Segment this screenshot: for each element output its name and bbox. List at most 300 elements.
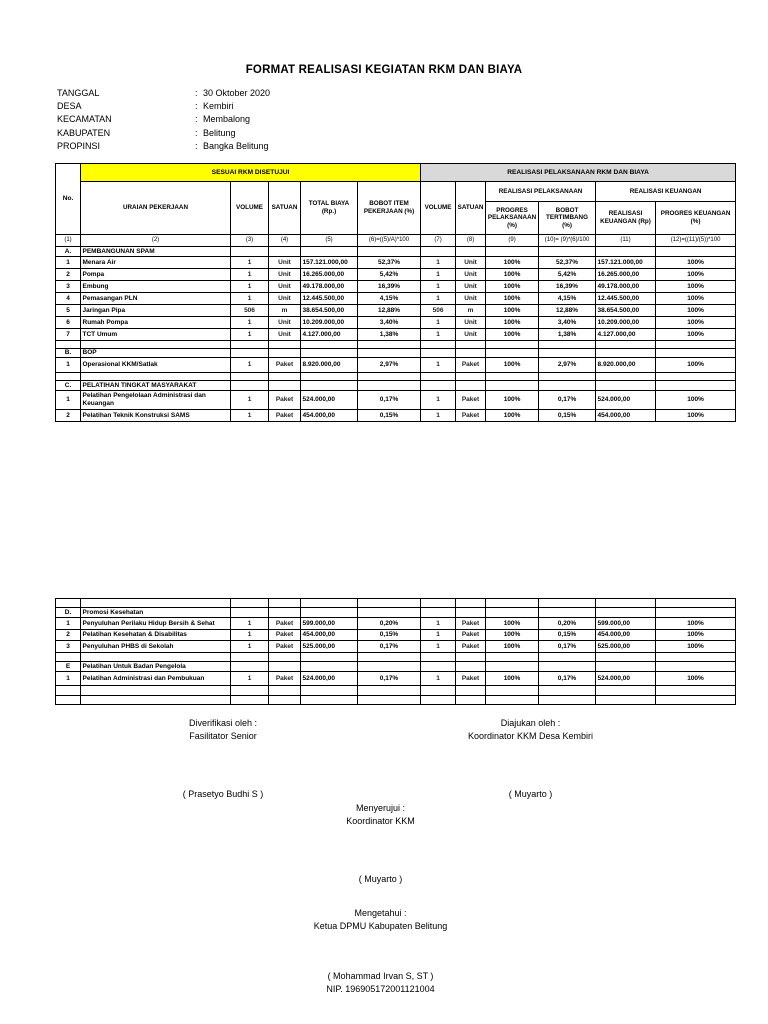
- table-cell: 100%: [656, 293, 736, 305]
- col-number: (7): [421, 235, 456, 247]
- table-section-row: [56, 349, 736, 358]
- table-cell: [231, 247, 269, 257]
- meta-value: 30 Oktober 2020: [203, 88, 271, 98]
- table-cell: [301, 341, 358, 349]
- table-cell: [486, 653, 539, 662]
- table-cell: [231, 653, 269, 662]
- col-number: (4): [269, 235, 301, 247]
- table-cell: 49.178.000,00: [301, 281, 358, 293]
- table-cell: 10.209.000,00: [301, 317, 358, 329]
- table-cell: [56, 341, 81, 349]
- table-cell: [486, 662, 539, 672]
- table-row: [56, 410, 736, 422]
- table-cell: Promosi Kesehatan: [81, 608, 231, 618]
- table-cell: TCT Umum: [81, 329, 231, 341]
- table-cell: Paket: [269, 410, 301, 422]
- table-cell: [269, 373, 301, 381]
- table-cell: 100%: [486, 317, 539, 329]
- table-cell: 100%: [486, 293, 539, 305]
- table-cell: [596, 662, 656, 672]
- table-cell: 100%: [486, 257, 539, 269]
- table-cell: [269, 247, 301, 257]
- table-cell: [56, 599, 81, 608]
- table-cell: [596, 373, 656, 381]
- table-cell: [269, 349, 301, 358]
- table-cell: 1: [421, 329, 456, 341]
- table-cell: [269, 381, 301, 391]
- table-cell: 1: [421, 269, 456, 281]
- table-cell: Unit: [269, 257, 301, 269]
- table-cell: [539, 653, 596, 662]
- table-cell: [486, 696, 539, 705]
- signature-role-line: Menyerujui :: [355, 803, 406, 813]
- header-satuan-realisasi: SATUAN: [456, 182, 486, 235]
- col-number: (8): [456, 235, 486, 247]
- table-cell: [56, 686, 81, 696]
- table-cell: [486, 381, 539, 391]
- table-cell: 100%: [656, 281, 736, 293]
- table-cell: Pelatihan Kesehatan & Disabilitas: [81, 630, 231, 641]
- table-cell: [596, 349, 656, 358]
- table-row: [56, 672, 736, 686]
- table-cell: 100%: [486, 641, 539, 653]
- table-cell: 1: [56, 672, 81, 686]
- table-cell: [231, 341, 269, 349]
- table-cell: 1: [421, 257, 456, 269]
- table-cell: [421, 653, 456, 662]
- table-cell: [301, 373, 358, 381]
- table-cell: [421, 349, 456, 358]
- col-number: (3): [231, 235, 269, 247]
- meta-separator: :: [195, 114, 198, 125]
- table-empty-row: [56, 341, 736, 349]
- realization-table-continued: [55, 598, 736, 705]
- header-uraian-pekerjaan: URAIAN PEKERJAAN: [81, 182, 231, 235]
- meta-row-kabupaten: [57, 127, 270, 140]
- table-cell: Penyuluhan PHBS di Sekolah: [81, 641, 231, 653]
- table-cell: [301, 696, 358, 705]
- table-cell: 524.000,00: [301, 672, 358, 686]
- table-cell: [656, 373, 736, 381]
- table-cell: 1: [231, 618, 269, 630]
- table-cell: 1: [421, 641, 456, 653]
- table-cell: Penyuluhan Perilaku Hidup Bersih & Sehat: [81, 618, 231, 630]
- table-cell: [358, 599, 421, 608]
- table-cell: [421, 373, 456, 381]
- table-cell: [656, 608, 736, 618]
- table-cell: 1: [56, 618, 81, 630]
- table-cell: Unit: [269, 293, 301, 305]
- table-cell: [358, 247, 421, 257]
- signature-role-line: Koordinator KKM: [346, 815, 415, 826]
- table-cell: 5,42%: [539, 269, 596, 281]
- table-cell: [486, 373, 539, 381]
- table-cell: [81, 373, 231, 381]
- header-group-row: [56, 164, 736, 182]
- table-cell: [656, 662, 736, 672]
- table-cell: [358, 608, 421, 618]
- table-cell: [301, 686, 358, 696]
- table-cell: Menara Air: [81, 257, 231, 269]
- table-cell: PEMBANGUNAN SPAM: [81, 247, 231, 257]
- table-cell: 16,39%: [539, 281, 596, 293]
- table-cell: Operasional KKM/Satlak: [81, 358, 231, 373]
- header-satuan: SATUAN: [269, 182, 301, 235]
- header-bobot-item: BOBOT ITEM PEKERJAAN (%): [358, 182, 421, 235]
- table-cell: 1: [421, 630, 456, 641]
- table-cell: [421, 341, 456, 349]
- meta-value: Kembiri: [203, 101, 234, 112]
- table-cell: [656, 696, 736, 705]
- table-cell: 100%: [486, 305, 539, 317]
- table-cell: [456, 247, 486, 257]
- table-cell: 100%: [486, 329, 539, 341]
- table-cell: [596, 599, 656, 608]
- table-section-row: [56, 662, 736, 672]
- table-cell: 12,88%: [539, 305, 596, 317]
- table-cell: [656, 349, 736, 358]
- table-cell: 5,42%: [358, 269, 421, 281]
- table-cell: 0,17%: [358, 672, 421, 686]
- signature-role-line: Mengetahui :: [354, 908, 407, 918]
- table-cell: 454.000,00: [301, 410, 358, 422]
- table-header: [56, 164, 736, 247]
- table-cell: 100%: [486, 358, 539, 373]
- table-cell: 4: [56, 293, 81, 305]
- table-cell: 1: [56, 257, 81, 269]
- table-cell: Paket: [456, 672, 486, 686]
- table-cell: [539, 341, 596, 349]
- signature-acknowledged-name: [278, 970, 483, 995]
- table-cell: 100%: [656, 329, 736, 341]
- table-cell: [486, 686, 539, 696]
- table-cell: 3,40%: [358, 317, 421, 329]
- table-cell: [539, 381, 596, 391]
- table-cell: [358, 696, 421, 705]
- table-cell: [81, 686, 231, 696]
- header-no: No.: [56, 164, 81, 235]
- table-cell: [656, 341, 736, 349]
- meta-label: KECAMATAN: [57, 114, 112, 125]
- header-total-biaya: TOTAL BIAYA (Rp.): [301, 182, 358, 235]
- table-cell: [269, 653, 301, 662]
- table-cell: 100%: [656, 618, 736, 630]
- table-section-row: [56, 608, 736, 618]
- table-cell: [539, 349, 596, 358]
- table-cell: [596, 247, 656, 257]
- table-cell: 0,15%: [539, 410, 596, 422]
- table-cell: 16.265.000,00: [596, 269, 656, 281]
- table-cell: [539, 373, 596, 381]
- table-cell: Pelatihan Teknik Konstruksi SAMS: [81, 410, 231, 422]
- table-cell: [301, 662, 358, 672]
- table-cell: [656, 599, 736, 608]
- table-cell: [456, 381, 486, 391]
- signature-approved-by: [278, 802, 483, 827]
- table-cell: 0,17%: [358, 391, 421, 410]
- table-cell: 1: [231, 293, 269, 305]
- col-number: (9): [486, 235, 539, 247]
- signature-verified-name: ( Prasetyo Budhi S ): [182, 789, 264, 799]
- table-cell: [358, 686, 421, 696]
- table-cell: [421, 608, 456, 618]
- table-cell: Unit: [269, 317, 301, 329]
- table-cell: [539, 247, 596, 257]
- table-cell: [358, 662, 421, 672]
- table-cell: Unit: [456, 257, 486, 269]
- table-cell: [486, 608, 539, 618]
- table-cell: [81, 341, 231, 349]
- table-cell: Paket: [269, 630, 301, 641]
- table-cell: Unit: [456, 329, 486, 341]
- table-cell: 12.445.500,00: [301, 293, 358, 305]
- table-cell: PELATIHAN TINGKAT MASYARAKAT: [81, 381, 231, 391]
- table-cell: 100%: [486, 269, 539, 281]
- col-number-formula: (12)=((11)/(5))*100: [656, 235, 736, 247]
- table-empty-row: [56, 686, 736, 696]
- table-cell: 454.000,00: [596, 410, 656, 422]
- table-cell: 1: [421, 410, 456, 422]
- table-cell: [456, 599, 486, 608]
- table-cell: [421, 381, 456, 391]
- table-cell: [358, 341, 421, 349]
- table-cell: [596, 341, 656, 349]
- table-cell: [301, 608, 358, 618]
- meta-label: KABUPATEN: [57, 127, 111, 138]
- table-cell: [456, 696, 486, 705]
- table-empty-row: [56, 373, 736, 381]
- table-cell: [56, 373, 81, 381]
- table-cell: m: [456, 305, 486, 317]
- table-cell: [231, 381, 269, 391]
- table-cell: Pelatihan Pengelolaan Administrasi dan Keuangan: [81, 391, 231, 410]
- table-cell: Paket: [269, 358, 301, 373]
- document-meta: [57, 87, 270, 153]
- table-cell: 4,15%: [358, 293, 421, 305]
- table-cell: 525.000,00: [301, 641, 358, 653]
- table-cell: [486, 247, 539, 257]
- table-row: [56, 618, 736, 630]
- table-cell: 1: [231, 329, 269, 341]
- table-row: [56, 358, 736, 373]
- table-cell: 3: [56, 641, 81, 653]
- table-cell: 0,20%: [358, 618, 421, 630]
- table-cell: 10.209.000,00: [596, 317, 656, 329]
- table-cell: 1: [231, 391, 269, 410]
- col-number: (2): [81, 235, 231, 247]
- table-cell: 4,15%: [539, 293, 596, 305]
- table-cell: 1: [231, 281, 269, 293]
- table-cell: 100%: [656, 410, 736, 422]
- table-cell: 49.178.000,00: [596, 281, 656, 293]
- table-cell: 1: [231, 410, 269, 422]
- table-cell: [539, 686, 596, 696]
- header-subgroup-pelaksanaan: REALISASI PELAKSANAAN: [486, 182, 596, 202]
- table-cell: D.: [56, 608, 81, 618]
- signature-role-line: Ketua DPMU Kabupaten Belitung: [313, 920, 448, 931]
- table-cell: 524.000,00: [596, 391, 656, 410]
- table-cell: 38.654.500,00: [301, 305, 358, 317]
- header-group-approved: SESUAI RKM DISETUJUI: [81, 164, 421, 182]
- table-cell: 12.445.500,00: [596, 293, 656, 305]
- col-number: (1): [56, 235, 81, 247]
- table-cell: 506: [421, 305, 456, 317]
- table-body-sections-de: [56, 599, 736, 705]
- table-cell: 1: [421, 672, 456, 686]
- table-cell: [656, 653, 736, 662]
- signature-nip-line: NIP. 196905172001121004: [326, 983, 435, 994]
- col-number-formula: (6)=((5)/A)*100: [358, 235, 421, 247]
- table-cell: Paket: [269, 618, 301, 630]
- table-cell: [231, 662, 269, 672]
- table-cell: [358, 349, 421, 358]
- table-cell: [456, 662, 486, 672]
- table-cell: 8.920.000,00: [301, 358, 358, 373]
- meta-separator: :: [195, 101, 198, 112]
- table-cell: [486, 341, 539, 349]
- table-cell: [301, 381, 358, 391]
- table-cell: 1: [231, 630, 269, 641]
- header-subgroup-keuangan: REALISASI KEUANGAN: [596, 182, 736, 202]
- table-row: [56, 281, 736, 293]
- table-cell: Pemasangan PLN: [81, 293, 231, 305]
- meta-label: PROPINSI: [57, 140, 101, 151]
- table-cell: [596, 686, 656, 696]
- signature-submitted-by: [423, 717, 638, 742]
- table-cell: Unit: [456, 317, 486, 329]
- table-cell: [269, 341, 301, 349]
- table-cell: [358, 653, 421, 662]
- table-cell: 2,97%: [539, 358, 596, 373]
- table-cell: [301, 653, 358, 662]
- table-cell: [539, 608, 596, 618]
- header-progres-keuangan: PROGRES KEUANGAN (%): [656, 202, 736, 235]
- table-cell: [656, 381, 736, 391]
- table-cell: [269, 608, 301, 618]
- table-cell: 1: [421, 281, 456, 293]
- table-cell: 38.654.500,00: [596, 305, 656, 317]
- table-cell: Rumah Pompa: [81, 317, 231, 329]
- table-cell: Paket: [269, 672, 301, 686]
- table-row: [56, 257, 736, 269]
- table-cell: [539, 696, 596, 705]
- table-cell: 599.000,00: [301, 618, 358, 630]
- table-cell: 0,15%: [358, 410, 421, 422]
- table-cell: BOP: [81, 349, 231, 358]
- table-cell: 1: [56, 358, 81, 373]
- page-title: FORMAT REALISASI KEGIATAN RKM DAN BIAYA: [245, 64, 523, 76]
- table-cell: [358, 373, 421, 381]
- header-volume-realisasi: VOLUME: [421, 182, 456, 235]
- meta-separator: :: [195, 127, 198, 138]
- table-cell: 506: [231, 305, 269, 317]
- table-cell: 0,15%: [539, 630, 596, 641]
- table-cell: 100%: [656, 630, 736, 641]
- table-cell: [358, 381, 421, 391]
- table-cell: [656, 247, 736, 257]
- table-empty-row: [56, 599, 736, 608]
- table-cell: m: [269, 305, 301, 317]
- table-cell: [421, 686, 456, 696]
- signature-verified-by: [118, 717, 328, 742]
- table-cell: 1: [421, 618, 456, 630]
- table-cell: 2: [56, 269, 81, 281]
- table-cell: [456, 349, 486, 358]
- col-number-formula: (10)= (9)*(6)/100: [539, 235, 596, 247]
- table-cell: [269, 696, 301, 705]
- header-group-realization: REALISASI PELAKSANAAN RKM DAN BIAYA: [421, 164, 736, 182]
- meta-value: Bangka Belitung: [203, 140, 269, 151]
- signature-approved-name: ( Muyarto ): [358, 874, 403, 884]
- signature-acknowledged-by: [278, 907, 483, 932]
- table-cell: [656, 686, 736, 696]
- table-cell: 2: [56, 410, 81, 422]
- table-cell: [456, 608, 486, 618]
- table-cell: [231, 686, 269, 696]
- meta-row-desa: [57, 100, 270, 113]
- table-cell: [81, 653, 231, 662]
- col-number: (11): [596, 235, 656, 247]
- table-cell: B.: [56, 349, 81, 358]
- meta-row-kecamatan: [57, 113, 270, 126]
- table-cell: [596, 608, 656, 618]
- table-cell: 16,39%: [358, 281, 421, 293]
- table-cell: Unit: [269, 269, 301, 281]
- table-cell: [231, 696, 269, 705]
- header-numbers-row: [56, 235, 736, 247]
- table-cell: [56, 696, 81, 705]
- table-row: [56, 329, 736, 341]
- table-cell: Pelatihan Administrasi dan Pembukuan: [81, 672, 231, 686]
- table-cell: 1: [231, 358, 269, 373]
- table-row: [56, 391, 736, 410]
- table-cell: [456, 341, 486, 349]
- table-cell: [81, 599, 231, 608]
- table-cell: A.: [56, 247, 81, 257]
- table-cell: [301, 349, 358, 358]
- table-cell: Paket: [269, 641, 301, 653]
- signature-submitted-name: ( Muyarto ): [508, 789, 553, 799]
- header-realisasi-keuangan: REALISASI KEUANGAN (Rp): [596, 202, 656, 235]
- table-cell: 524.000,00: [596, 672, 656, 686]
- table-cell: 1,38%: [358, 329, 421, 341]
- signature-role-line: Koordinator KKM Desa Kembiri: [467, 730, 594, 741]
- table-cell: [231, 599, 269, 608]
- realization-table-main: [55, 163, 736, 422]
- table-empty-row: [56, 653, 736, 662]
- table-cell: [421, 247, 456, 257]
- table-cell: [81, 696, 231, 705]
- table-section-row: [56, 247, 736, 257]
- table-cell: 1: [421, 391, 456, 410]
- table-cell: Paket: [269, 391, 301, 410]
- table-cell: [421, 696, 456, 705]
- table-cell: 1: [231, 672, 269, 686]
- table-cell: Paket: [456, 641, 486, 653]
- table-cell: 100%: [486, 630, 539, 641]
- header-bobot-tertimbang: BOBOT TERTIMBANG (%): [539, 202, 596, 235]
- table-cell: Unit: [456, 281, 486, 293]
- table-cell: [539, 662, 596, 672]
- table-cell: 2,97%: [358, 358, 421, 373]
- table-cell: [269, 599, 301, 608]
- table-cell: 1: [231, 641, 269, 653]
- table-cell: [596, 381, 656, 391]
- table-cell: Paket: [456, 630, 486, 641]
- table-body-sections-abc: [56, 247, 736, 422]
- table-cell: 100%: [486, 391, 539, 410]
- table-cell: [301, 599, 358, 608]
